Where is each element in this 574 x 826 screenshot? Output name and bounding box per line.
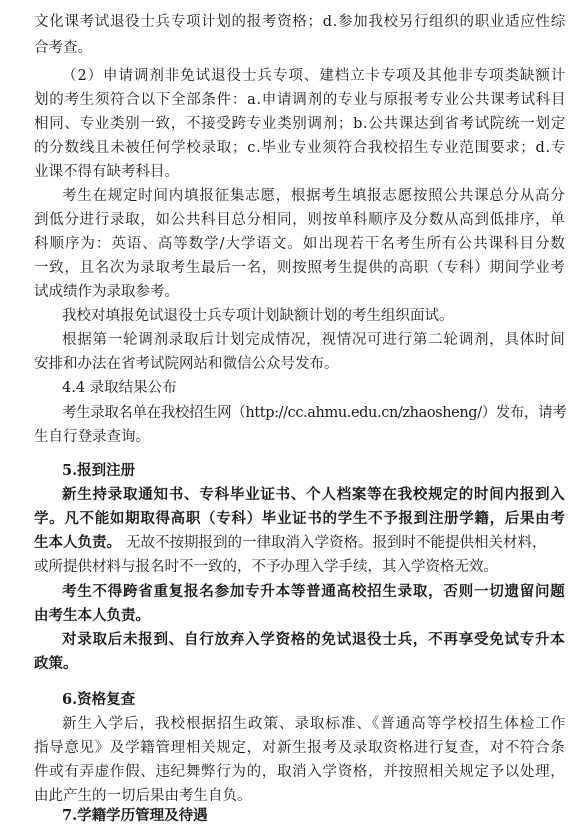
text-line: 到低分进行录取，如公共科目总分相同，则按单科顺序及分数从高到低排序，单 <box>34 212 566 228</box>
section-heading: 6.资格复查 <box>62 691 136 708</box>
text-line: 考生录取名单在我校招生网（http://cc.ahmu.edu.cn/zhaosheng/）发布，请考 <box>62 405 567 421</box>
section-heading: 5.报到注册 <box>62 462 136 479</box>
text-line: 生本人负责。 <box>34 534 121 551</box>
text-line: 指导意见》及学籍管理相关规定，对新生报考及录取资格进行复查，对不符合条 <box>34 740 566 756</box>
text-line: 考生不得跨省重复报名参加专升本等普通高校招生录取，否则一切遗留问题 <box>62 583 566 600</box>
text-line: 一致，且名次为录取考生最后一名，则按照考生提供的高职（专科）期间学业考 <box>34 260 566 276</box>
text-line: 或所提供材料与报名时不一致的，不予办理入学手续，其入学资格无效。 <box>34 559 498 575</box>
text-line: 合考查。 <box>34 40 92 56</box>
text-line: 业课不得有缺考科目。 <box>34 164 179 180</box>
text-line: 生自行登录查询。 <box>34 429 150 445</box>
text-line: 试成绩作为录取参考。 <box>34 284 179 300</box>
text-line: 由此产生的一切后果由考生自负。 <box>34 788 252 804</box>
text-line: （2）申请调剂非免试退役士兵专项、建档立卡专项及其他非专项类缺额计 <box>62 68 567 84</box>
text-line: 新生入学后，我校根据招生政策、录取标准、《普通高等学校招生体检工作 <box>62 716 567 732</box>
text-line: 的分数线且未被任何学校录取；c.毕业专业须符合我校招生专业范围要求；d.专 <box>34 140 567 156</box>
text-line: 件或有弄虚作假、违纪舞弊行为的，取消入学资格，并按照相关规定予以处理， <box>34 764 566 780</box>
text-line: 对录取后未报到、自行放弃入学资格的免试退役士兵，不再享受免试专升本 <box>62 631 566 648</box>
text-line: 由考生本人负责。 <box>34 607 150 624</box>
text-line: 划的考生须符合以下全部条件：a.申请调剂的专业与原报考专业公共课考试科目 <box>34 92 567 108</box>
text-line: 我校对填报免试退役士兵专项计划缺额计划的考生组织面试。 <box>62 308 454 324</box>
section-heading: 7.学籍学历管理及待遇 <box>62 807 208 824</box>
text-line: 科顺序为：英语、高等数学/大学语文。如出现若干名考生所有公共课科目分数 <box>34 236 566 252</box>
text-line: 考生在规定时间内填报征集志愿，根据考生填报志愿按照公共课总分从高分 <box>62 188 566 204</box>
text-line: 安排和办法在省考试院网站和微信公众号发布。 <box>34 356 339 372</box>
text-line: 学。凡不能如期取得高职（专科）毕业证书的学生不予报到注册学籍，后果由考 <box>34 510 566 527</box>
text-line: 相同、专业类别一致，不接受跨专业类别调剂；b.公共课达到省考试院统一划定 <box>34 116 566 132</box>
section-heading: 4.4 录取结果公布 <box>62 380 177 396</box>
text-line: 无故不按期报到的一律取消入学资格。报到时不能提供相关材料， <box>126 535 547 551</box>
text-line: 文化课考试退役士兵专项计划的报考资格；d.参加我校另行组织的职业适应性综 <box>34 14 566 30</box>
text-line: 根据第一轮调剂录取后计划完成情况，视情况可进行第二轮调剂，具体时间 <box>62 332 566 348</box>
text-line: 新生持录取通知书、专科毕业证书、个人档案等在我校规定的时间内报到入 <box>62 486 566 503</box>
text-line: 政策。 <box>34 655 78 672</box>
